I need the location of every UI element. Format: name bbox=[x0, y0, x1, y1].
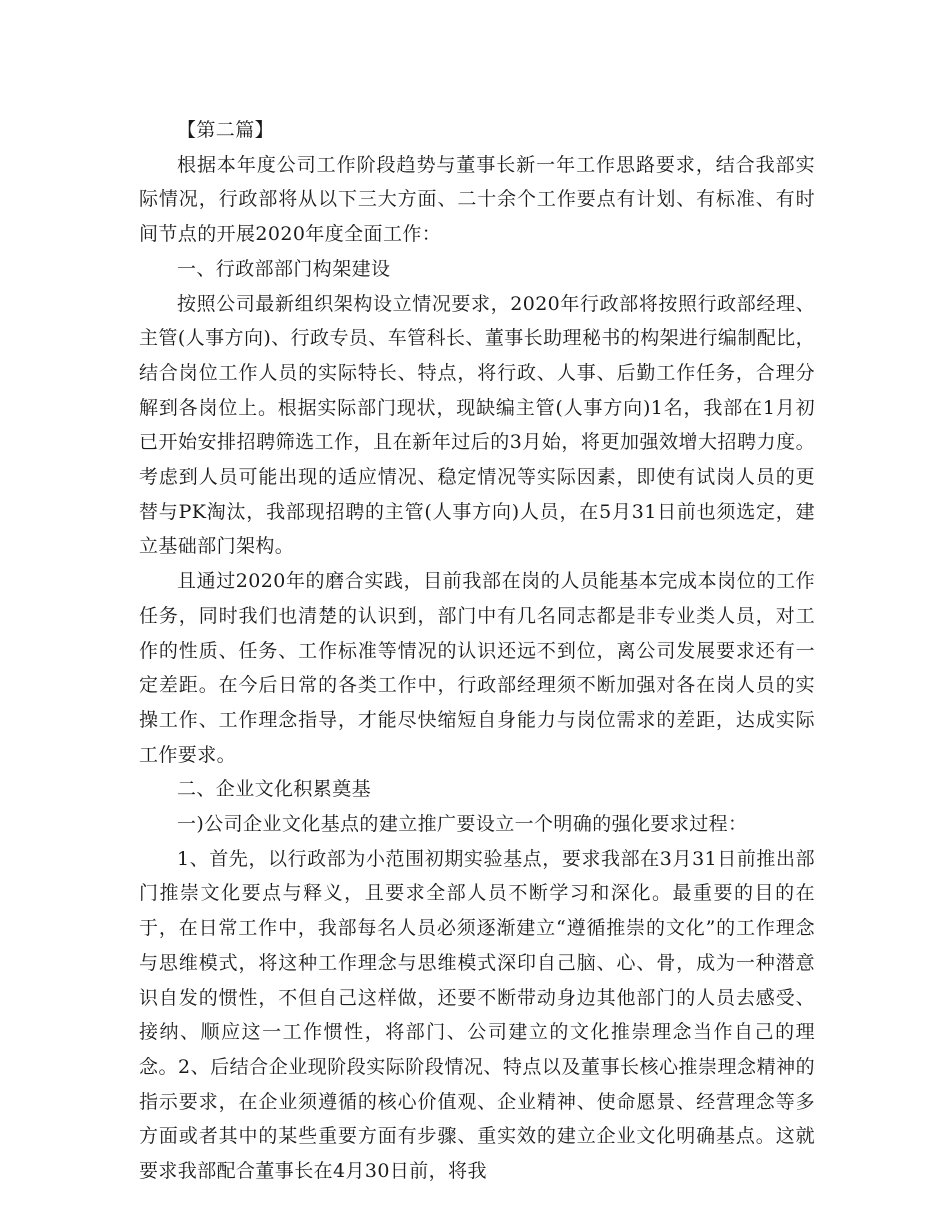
paragraph-culture-steps: 1、首先，以行政部为小范围初期实验基点，要求我部在3月31日前推出部门推崇文化要点与释义，且要求全部人员不断学习和深化。最重要的目的在于，在日常工作中，我部每名人员必须逐渐建立“遵循推崇的文化”的工作理念与思维模式，将这种工作理念与思维模式深印自己脑、心、骨，成为一种潜意识自发的惯性，不但自己这样做，还要不断带动身边其他部门的人员去感受、接纳、顺应这一工作惯性，将部门、公司建立的文化推崇理念当作自己的理念。2、后结合企业现阶段实际阶段情况、特点以及董事长核心推崇理念精神的指示要求，在企业须遵循的核心价值观、企业精神、使命愿景、经营理念等多方面或者其中的某些重要方面有步骤、重实效的建立企业文化明确基点。这就要求我部配合董事长在4月30日前，将我 bbox=[139, 847, 815, 1183]
heading-section-2: 二、企业文化积累奠基 bbox=[177, 778, 372, 801]
heading-section-1: 一、行政部部门构架建设 bbox=[177, 257, 391, 280]
document-body bbox=[139, 113, 815, 1189]
paragraph-structure: 按照公司最新组织架构设立情况要求，2020年行政部将按照行政部经理、主管(人事方向)、行政专员、车管科长、董事长助理秘书的构架进行编制配比，结合岗位工作人员的实际特长、特点，将行政、人事、后勤工作任务，合理分解到各岗位上。根据实际部门现状，现缺编主管(人事方向)1名，我部在1月初已开始安排招聘筛选工作，且在新年过后的3月始，将更加强效增大招聘力度。考虑到人员可能出现的适应情况、稳定情况等实际因素，即使有试岗人员的更替与PK淘汰，我部现招聘的主管(人事方向)人员，在5月31日前也须选定，建立基础部门架构。 bbox=[139, 292, 815, 558]
paragraph-practice: 且通过2020年的磨合实践，目前我部在岗的人员能基本完成本岗位的工作任务，同时我们也清楚的认识到，部门中有几名同志都是非专业类人员，对工作的性质、任务、工作标准等情况的认识还远不到位，离公司发展要求还有一定差距。在今后日常的各类工作中，行政部经理须不断加强对各在岗人员的实操工作、工作理念指导，才能尽快缩短自身能力与岗位需求的差距，达成实际工作要求。 bbox=[139, 570, 815, 766]
paragraph-intro: 根据本年度公司工作阶段趋势与董事长新一年工作思路要求，结合我部实际情况，行政部将从以下三大方面、二十余个工作要点有计划、有标准、有时间节点的开展2020年度全面工作： bbox=[139, 153, 815, 246]
subheading-culture: 一)公司企业文化基点的建立推广要设立一个明确的强化要求过程： bbox=[177, 813, 748, 836]
section-title: 【第二篇】 bbox=[177, 119, 275, 141]
